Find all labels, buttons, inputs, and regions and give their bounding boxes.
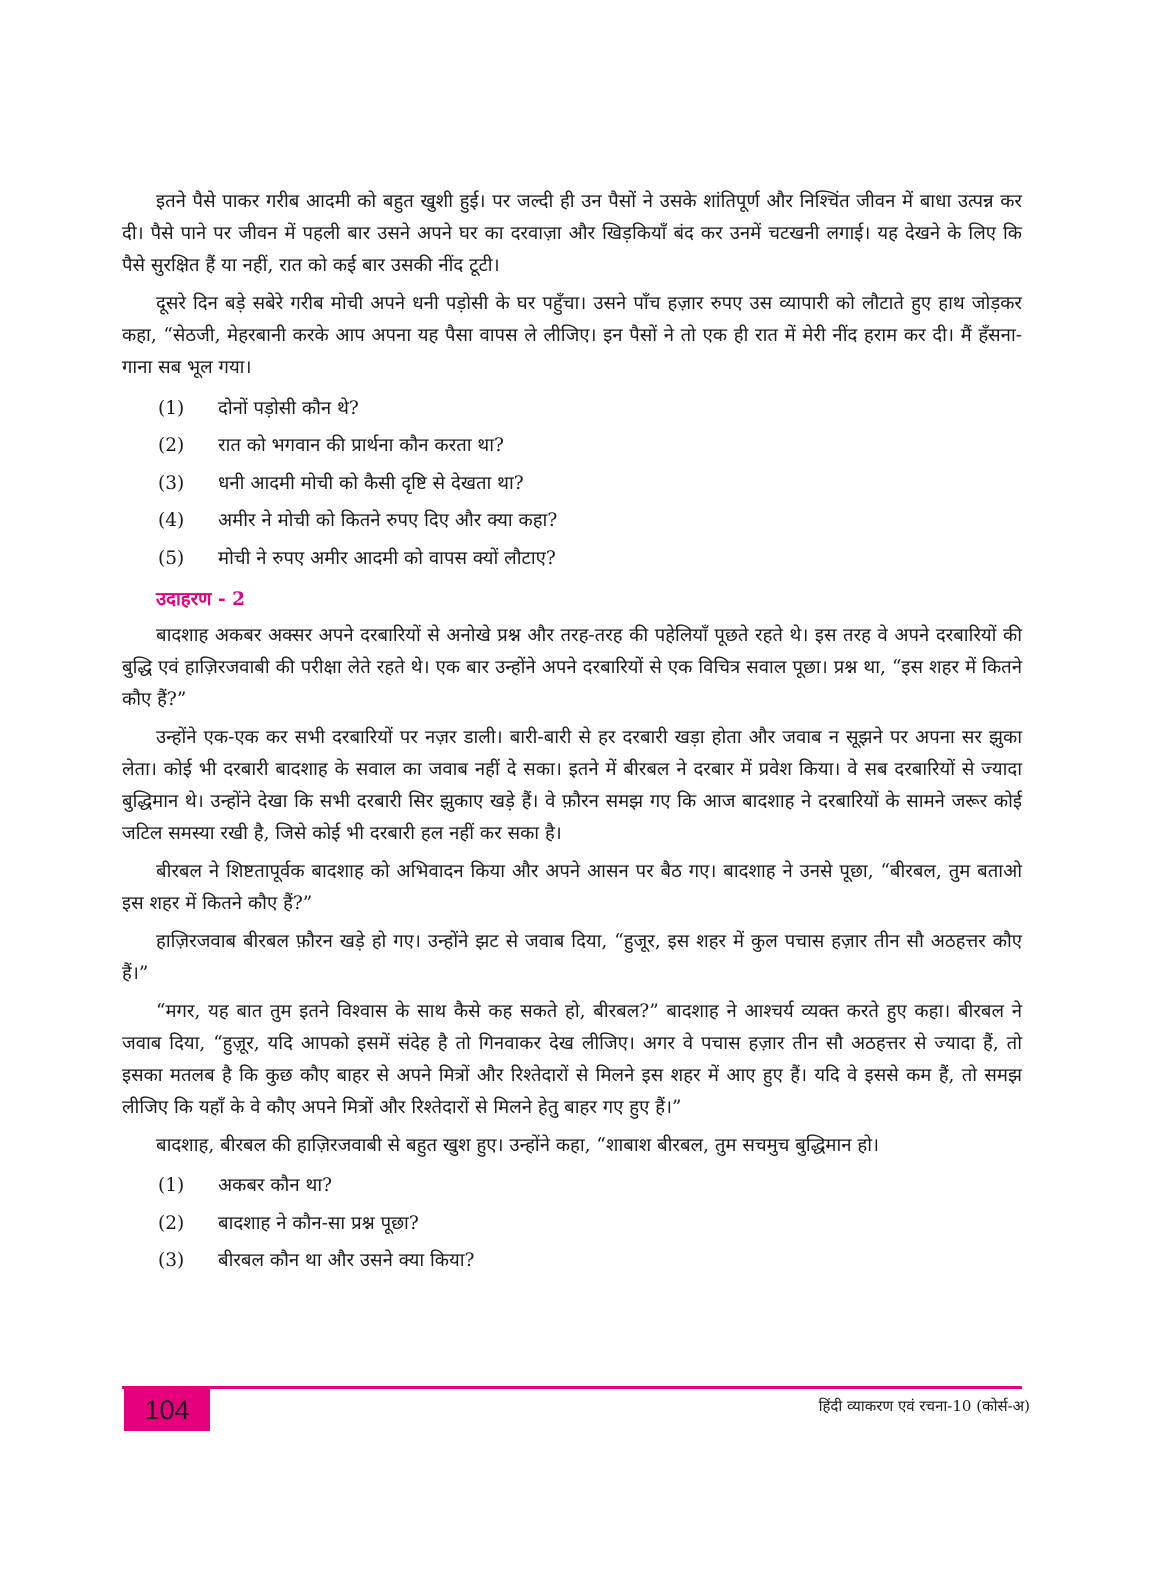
- question-item: [122, 1168, 1022, 1206]
- paragraph: बीरबल ने शिष्टतापूर्वक बादशाह को अभिवादन किया और अपने आसन पर बैठ गए। बादशाह ने उनसे पूछा, “बीरबल, तुम बताओ इस शहर में कितने कौए हैं?”: [122, 860, 1022, 914]
- question-text: बादशाह ने कौन-सा प्रश्न पूछा?: [218, 1212, 419, 1234]
- question-item: [122, 1243, 1022, 1281]
- question-text: रात को भगवान की प्रार्थना कौन करता था?: [218, 435, 504, 457]
- question-list: [122, 390, 1022, 578]
- paragraph: उन्होंने एक-एक कर सभी दरबारियों पर नज़र डाली। बारी-बारी से हर दरबारी खड़ा होता और जवाब न सूझने पर अपना सर झुका लेता। कोई भी दरबारी बादशाह के सवाल का जवाब नहीं दे सका। इतने में बीरबल ने दरबार में प्रवेश किया। वे सब दरबारियों से ज्यादा बुद्धिमान थे। उन्होंने देखा कि सभी दरबारी सिर झुकाए खड़े हैं। वे फ़ौरन समझ गए कि आज बादशाह ने दरबारियों के सामने जरूर कोई जटिल समस्या रखी है, जिसे कोई भी दरबारी हल नहीं कर सका है।: [122, 726, 1022, 844]
- example-heading: उदाहरण - 2: [156, 588, 245, 610]
- question-number: (3): [158, 472, 185, 494]
- question-item: [122, 390, 1022, 428]
- question-text: धनी आदमी मोची को कैसी दृष्टि से देखता था?: [218, 472, 524, 494]
- page-number: 104: [124, 1389, 210, 1431]
- question-number: (1): [158, 1175, 185, 1197]
- question-number: (4): [158, 510, 185, 532]
- book-title: हिंदी व्याकरण एवं रचना-10 (कोर्स-अ): [818, 1397, 1030, 1415]
- paragraph: दूसरे दिन बड़े सबेरे गरीब मोची अपने धनी पड़ोसी के घर पहुँचा। उसने पाँच हज़ार रुपए उस व्यापारी को लौटाते हुए हाथ जोड़कर कहा, “सेठजी, मेहरबानी करके आप अपना यह पैसा वापस ले लीजिए। इन पैसों ने तो एक ही रात में मेरी नींद हराम कर दी। मैं हँसना-गाना सब भूल गया।: [122, 293, 1022, 378]
- question-number: (5): [158, 547, 185, 569]
- page-content: [122, 186, 1022, 1286]
- question-item: [122, 540, 1022, 578]
- paragraph: “मगर, यह बात तुम इतने विश्वास के साथ कैसे कह सकते हो, बीरबल?” बादशाह ने आश्चर्य व्यक्त करते हुए कहा। बीरबल ने जवाब दिया, “हुज़ूर, यदि आपको इसमें संदेह है तो गिनवाकर देख लीजिए। अगर वे पचास हज़ार तीन सौ अठहत्तर से ज्यादा हैं, तो इसका मतलब है कि कुछ कौए बाहर से अपने मित्रों और रिश्तेदारों से मिलने इस शहर में आए हुए हैं। यदि वे इससे कम हैं, तो समझ लीजिए कि यहाँ के वे कौए अपने मित्रों और रिश्तेदारों से मिलने हेतु बाहर गए हुए हैं।”: [122, 1000, 1022, 1118]
- question-number: (3): [158, 1250, 185, 1272]
- question-text: अकबर कौन था?: [218, 1175, 333, 1197]
- footer-rule: [122, 1386, 1022, 1389]
- paragraph: हाज़िरजवाब बीरबल फ़ौरन खड़े हो गए। उन्होंने झट से जवाब दिया, “हुजूर, इस शहर में कुल पचास हज़ार तीन सौ अठहत्तर कौए हैं।”: [122, 930, 1022, 984]
- question-item: [122, 1205, 1022, 1243]
- question-text: अमीर ने मोची को कितने रुपए दिए और क्या कहा?: [218, 510, 558, 532]
- question-number: (2): [158, 435, 185, 457]
- question-item: [122, 428, 1022, 466]
- paragraph: बादशाह अकबर अक्सर अपने दरबारियों से अनोखे प्रश्न और तरह-तरह की पहेलियाँ पूछते रहते थे। इस तरह वे अपने दरबारियों की बुद्धि एवं हाज़िरजवाबी की परीक्षा लेते रहते थे। एक बार उन्होंने अपने दरबारियों से एक विचित्र सवाल पूछा। प्रश्न था, “इस शहर में कितने कौए हैं?”: [122, 624, 1022, 710]
- question-text: मोची ने रुपए अमीर आदमी को वापस क्यों लौटाए?: [218, 547, 556, 569]
- paragraph: इतने पैसे पाकर गरीब आदमी को बहुत खुशी हुई। पर जल्दी ही उन पैसों ने उसके शांतिपूर्ण और निश्चिंत जीवन में बाधा उत्पन्न कर दी। पैसे पाने पर जीवन में पहली बार उसने अपने घर का दरवाज़ा और खिड़कियाँ बंद कर उनमें चटखनी लगाई। यह देखने के लिए कि पैसे सुरक्षित हैं या नहीं, रात को कई बार उसकी नींद टूटी।: [122, 191, 1022, 276]
- question-item: [122, 503, 1022, 541]
- question-number: (1): [158, 397, 185, 419]
- question-text: दोनों पड़ोसी कौन थे?: [218, 397, 359, 419]
- question-list: [122, 1168, 1022, 1281]
- question-number: (2): [158, 1212, 185, 1234]
- question-text: बीरबल कौन था और उसने क्या किया?: [218, 1250, 475, 1272]
- paragraph: बादशाह, बीरबल की हाज़िरजवाबी से बहुत खुश हुए। उन्होंने कहा, “शाबाश बीरबल, तुम सचमुच बुद्धिमान हो।: [156, 1134, 880, 1156]
- question-item: [122, 465, 1022, 503]
